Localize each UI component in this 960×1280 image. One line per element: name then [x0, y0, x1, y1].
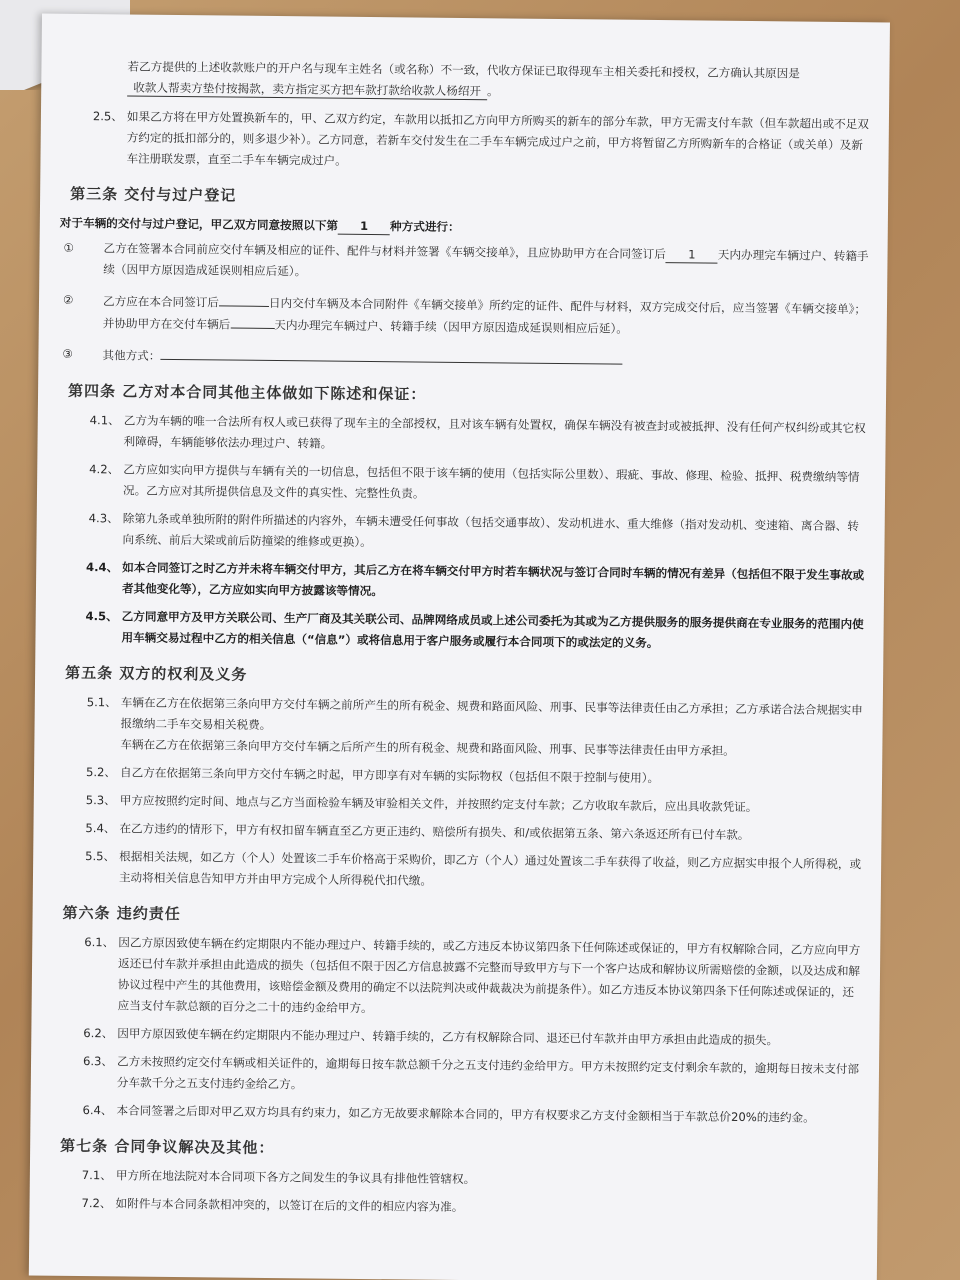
clause-7-1: [50, 1165, 862, 1195]
option-number: ②: [62, 292, 74, 307]
clause-4-5: [55, 606, 867, 657]
clause-6-2: [51, 1023, 863, 1053]
page-content: [49, 56, 873, 1229]
clause-text: 在乙方违约的情形下，甲方有权扣留车辆直至乙方更正违约、赔偿所有损失、和/或依据第五条、第六条返还所有已付车款。: [119, 821, 750, 843]
clause-text: 乙方为车辆的唯一合法所有权人或已获得了现车主的全部授权，且对该车辆有处置权，确保车辆没有被查封或被抵押、没有任何产权纠纷或其它权利障碍，车辆能够依法办理过户、转籍。: [123, 413, 866, 451]
clause-text: 本合同签署之后即对甲乙双方均具有约束力，如乙方无故要求解除本合同的，甲方有权要求乙方支付金额相当于车款总价20%的违约金。: [116, 1103, 815, 1125]
clause-number: 7.2、: [81, 1196, 112, 1211]
option-text-c: 天内办理完车辆过户、转籍手续（因甲方原因造成延误则相应后延）。: [274, 318, 628, 336]
clause-text: 根据相关法规，如乙方（个人）处置该二手车价格高于采购价，即乙方（个人）通过处置该二手车获得了收益，则乙方应据实申报个人所得税，或主动将相关信息告知甲方并由甲方完成个人所得税代扣代缴。: [118, 849, 862, 888]
payee-text-end: 。: [486, 84, 499, 99]
intro-text-end: 种方式进行：: [390, 219, 460, 234]
payee-clause: [61, 56, 873, 107]
clause-text-2: 车辆在乙方在依据第三条向甲方交付车辆之后所产生的所有税金、规费和路面风险、刑事、民事等法律责任由甲方承担。: [120, 737, 735, 758]
clause-6-4: [50, 1100, 862, 1130]
clause-number: 6.2、: [83, 1026, 114, 1041]
clause-number: 4.3、: [88, 511, 119, 526]
clause-5-3: [54, 790, 866, 820]
clause-4-2: [57, 459, 869, 510]
clause-text: 如附件与本合同条款相冲突的，以签订在后的文件的相应内容为准。: [115, 1196, 464, 1215]
clause-number: 6.3、: [82, 1054, 114, 1069]
article-6-heading: 第六条 违约责任: [62, 903, 181, 924]
clause-6-3: [51, 1051, 863, 1102]
payee-reason-field: 收款人帮卖方垫付按揭款，卖方指定买方把车款打款给收款人杨绍开: [127, 79, 487, 100]
days-blank: [219, 291, 269, 307]
clause-text: 乙方未按照约定交付车辆或相关证件的，逾期每日按车款总额千分之五支付违约金给甲方。甲方未按照约定支付剩余车款的，逾期每日按未支付部分车款千分之五支付违约金给乙方。: [116, 1054, 860, 1092]
clause-number: 5.3、: [85, 793, 116, 808]
clause-6-1: [52, 932, 865, 1024]
clause-5-1: [54, 692, 867, 763]
intro-text: 对于车辆的交付与过户登记，甲乙双方同意按照以下第: [59, 215, 339, 233]
clause-text: 除第九条或单独所附的附件所描述的内容外，车辆未遭受任何事故（包括交通事故）、发动机进水、重大维修（指对发动机、变速箱、离合器、转向系统、前后大梁或前后防撞梁的维修或更换）。: [122, 511, 859, 550]
option-number: ③: [62, 346, 73, 361]
payee-text: 若乙方提供的上述收款账户的开户名与现车主姓名（或名称）不一致，代收方保证已取得现车主相关委托和授权，乙方确认其原因是: [127, 59, 800, 81]
option-text-a: 乙方应在本合同签订后: [102, 294, 220, 310]
article-3-heading: 第三条 交付与过户登记: [70, 184, 237, 205]
article-7-heading: 第七条 合同争议解决及其他：: [60, 1136, 275, 1158]
option-text-end: 天内办理完车辆过户、转籍手续（因甲方原因造成延误则相应后延）。: [103, 247, 869, 279]
days-blank-2: [230, 314, 274, 329]
option-text: 乙方在签署本合同前应交付车辆及相应的证件、配件与材料并签署《车辆交接单》，且应协助甲方在合同签订后: [103, 241, 666, 262]
article-4-heading: 第四条 乙方对本合同其他主体做如下陈述和保证：: [67, 381, 427, 404]
clause-text: 甲方所在地法院对本合同项下各方之间发生的争议具有排他性管辖权。: [115, 1168, 476, 1187]
clause-number: 5.4、: [85, 821, 116, 836]
clause-text: 乙方同意甲方及甲方关联公司、生产厂商及其关联公司、品牌网络成员或上述公司委托为其或为乙方提供服务的服务提供商在专业服务的范围内使用车辆交易过程中乙方的相关信息（“信息”）或将信息用于客户服务或履行本合同项下的或法定的义务。: [121, 609, 864, 651]
other-method-label: 其他方式：: [102, 348, 161, 363]
delivery-option-3: [58, 344, 870, 375]
delivery-option-1: [59, 238, 871, 289]
clause-5-2: [54, 762, 866, 792]
contract-page: [29, 14, 890, 1280]
clause-number: 7.1、: [81, 1168, 112, 1183]
clause-number: 5.1、: [86, 695, 117, 710]
article-3-intro: [60, 213, 872, 243]
clause-5-5: [53, 846, 865, 897]
clause-number: 4.1、: [89, 413, 120, 428]
clause-text: 车辆在乙方在依据第三条向甲方交付车辆之前所产生的所有税金、规费和路面风险、刑事、民事等法律责任由乙方承担；乙方承诺合法合规据实申报缴纳二手车交易相关税费。: [120, 695, 863, 732]
delivery-option-2: [59, 290, 871, 343]
article-5-heading: 第五条 双方的权利及义务: [65, 663, 248, 684]
clause-text: 因乙方原因致使车辆在约定期限内不能办理过户、转籍手续的，或乙方违反本协议第四条下任何陈述或保证的，甲方有权解除合同，乙方应向甲方返还已付车款并承担由此造成的损失（包括但不限于因乙方信息披露不完整而导致甲方与下一个客户达成和解协议所需赔偿的金额，以及达成和解协议过程中产生的其他费用，该赔偿金额及费用的确定不以法院判决或仲裁裁决为前提条件）。如乙方违反本协议第四条下任何陈述或保证的，还应当支付车款总额的百分之二十的违约金给甲方。: [117, 935, 861, 1016]
other-method-blank: [160, 345, 622, 365]
clause-number: 4.4、: [86, 560, 119, 575]
clause-7-2: [49, 1193, 861, 1223]
clause-number: 6.4、: [82, 1103, 113, 1118]
clause-text: 如本合同签订之时乙方并未将车辆交付甲方，其后乙方在将车辆交付甲方时若车辆状况与签订合同时车辆的情况有差异（包括但不限于发生事故或者其他变化等），乙方应如实向甲方披露该等情况。: [121, 560, 865, 599]
clause-text: 甲方应按照约定时间、地点与乙方当面检验车辆及审验相关文件，并按照约定支付车款；乙方收取车款后，应出具收款凭证。: [119, 793, 758, 815]
clause-number: 5.5、: [85, 849, 116, 864]
delivery-method-field: 1: [338, 218, 390, 236]
clause-4-4: [56, 557, 868, 608]
clause-text: 因甲方原因致使车辆在约定期限内不能办理过户、转籍手续的，乙方有权解除合同、退还已付车款并由甲方承担由此造成的损失。: [117, 1026, 779, 1048]
days-field: 1: [666, 246, 718, 264]
clause-number: 2.5、: [92, 109, 124, 124]
clause-text: 如果乙方将在甲方处置换新车的，甲、乙双方约定，车款用以抵扣乙方向甲方所购买的新车的部分车款，甲方无需支付车款（但车款超出或不足双方约定的抵扣部分的，则多退少补）。乙方同意，若新车交付发生在二手车车辆完成过户之前，甲方将暂留乙方所购新车的合格证（或关单）及新车注册联发票，直至二手车车辆完成过户。: [126, 109, 869, 168]
option-text-b: 日内交付车辆及本合同附件《车辆交接单》所约定的证件、配件与材料，双方完成交付后，应当签署《车辆交接单》；并协助甲方在交付车辆后: [102, 295, 867, 332]
clause-2-5: [60, 106, 873, 177]
clause-text: 乙方应如实向甲方提供与车辆有关的一切信息，包括但不限于该车辆的使用（包括实际公里数）、瑕疵、事故、修理、检验、抵押、税费缴纳等情况。乙方应对其所提供信息及文件的真实性、完整性负责。: [122, 462, 860, 501]
clause-number: 5.2、: [85, 765, 117, 780]
clause-number: 4.5、: [85, 609, 118, 624]
clause-number: 4.2、: [89, 462, 120, 477]
clause-5-4: [53, 818, 865, 848]
option-number: ①: [63, 240, 75, 255]
clause-text: 自乙方在依据第三条向甲方交付车辆之时起，甲方即享有对车辆的实际物权（包括但不限于控制与使用）。: [120, 765, 660, 786]
clause-4-3: [56, 508, 868, 559]
clause-4-1: [57, 410, 869, 461]
clause-number: 6.1、: [84, 935, 115, 950]
